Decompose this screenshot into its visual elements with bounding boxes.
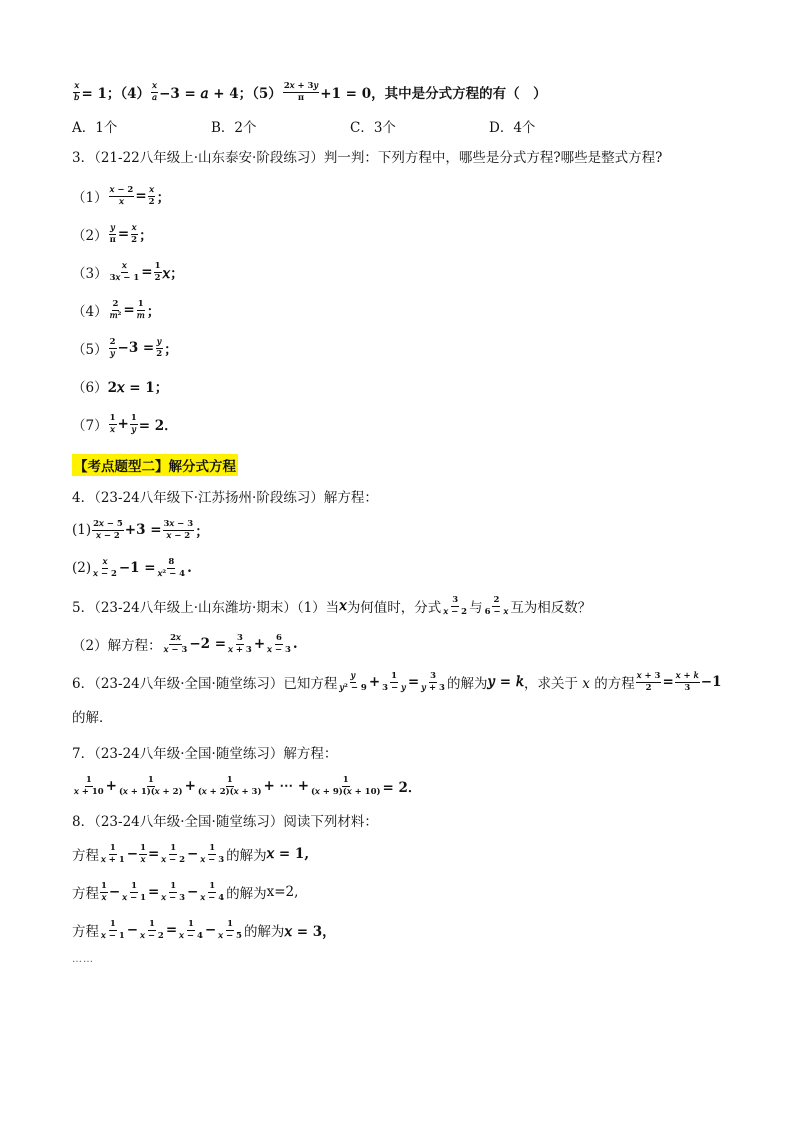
q3-stem: 3．（21-22八年级上·山东泰安·阶段练习）判一判：下列方程中，哪些是分式方程?哪些是整式方程? <box>72 150 663 166</box>
fraction: $\frac{1}{\text{𝑥 − 1}}$ <box>101 918 125 941</box>
choice-a: A．1个 <box>72 120 118 136</box>
q3-item-2: （2） $\frac{\text{𝑦}}{\pi}$ = $\frac{\text{𝑥}}{2}$ ； <box>72 222 153 245</box>
q2-equation-line <box>72 78 732 106</box>
fraction: $\frac{\text{𝑥 + 𝑘}}{3}$ <box>675 670 699 693</box>
fraction: $\frac{1}{\text{3 − 𝑦}}$ <box>382 670 406 693</box>
fraction: $\frac{\text{𝑥 − 2}}{\text{𝑥}}$ <box>109 184 134 207</box>
fraction: $\frac{\text{2𝑥 + 3𝑦}}{\pi}$ <box>283 80 319 103</box>
fraction: $\frac{1}{\text{𝑥 + 1}}$ <box>101 842 125 865</box>
fraction: $\frac{1}{\text{𝑦}}$ <box>130 412 137 435</box>
q3-item-5: （5） $\frac{2}{\text{𝑦}}$ −3 = $\frac{\text{𝑦}}{2}$ ； <box>72 336 178 359</box>
q5-stem: 5．（23-24八年级上·山东潍坊·期末）（1）当 𝑥 为何值时，分式 $\frac{3}{\text{𝑥 − 2}}$ 与 $\frac{2}{\text{6 − 𝑥}}$ 互为相反数？ <box>72 594 592 617</box>
fraction: $\frac{3}{\text{𝑥 − 2}}$ <box>443 594 468 617</box>
fraction: $\frac{8}{\text{𝑥² − 4}}$ <box>157 556 186 579</box>
fraction: $\frac{1}{\text{𝑚}}$ <box>136 298 145 321</box>
fraction: $\frac{1}{\text{𝑥 + 10}}$ <box>74 774 104 797</box>
fraction: $\frac{1}{\text{𝑥 − 4}}$ <box>200 880 225 903</box>
fraction: $\frac{1}{\text{𝑥 − 4}}$ <box>179 918 203 941</box>
fraction: $\frac{1}{\text{𝑥}}$ <box>101 880 107 903</box>
q3-item-1: （1） $\frac{\text{𝑥 − 2}}{\text{𝑥}}$ = $\frac{\text{𝑥}}{2}$ ； <box>72 184 171 207</box>
fraction: $\frac{\text{3𝑥 − 3}}{\text{𝑥 − 2}}$ <box>163 518 194 541</box>
section-title: 【考点题型二】解分式方程 <box>72 454 238 476</box>
q4-stem: 4．（23-24八年级下·江苏扬州·阶段练习）解方程： <box>72 490 378 506</box>
fraction: $\frac{1}{\text{𝑥 − 1}}$ <box>122 880 146 903</box>
fraction: $\frac{6}{\text{𝑥 − 3}}$ <box>267 632 291 655</box>
fraction: $\frac{\text{𝑦}}{\pi}$ <box>109 222 116 245</box>
q8-material-2: 方程 $\frac{1}{\text{𝑥}}$ − $\frac{1}{\text{𝑥 − 1}}$ = $\frac{1}{\text{𝑥 − 3}}$ − $\frac{1}{\text{𝑥 − 4}}$ 的解为 x=2, <box>72 880 299 903</box>
fraction: $\frac{2}{\text{𝑦}}$ <box>109 336 116 359</box>
choice-d: D．4个 <box>489 120 536 136</box>
fraction: $\frac{3}{\text{𝑦 + 3}}$ <box>421 670 445 693</box>
q8-stem: 8．（23-24八年级·全国·随堂练习）阅读下列材料： <box>72 814 378 830</box>
q3-item-3: （3） $\frac{\text{𝑥}}{\text{3𝑥 − 1}}$ = $\frac{1}{2}$ 𝑥； <box>72 260 184 283</box>
q3-item-7: （7） $\frac{1}{\text{𝑥}}$ + $\frac{1}{\text{𝑦}}$ = 2． <box>72 412 178 435</box>
q2-text: −3 = 𝑎 + 4；（5） <box>159 86 282 102</box>
q4-part-2: (2) $\frac{\text{𝑥}}{\text{𝑥 − 2}}$ −1 = $\frac{8}{\text{𝑥² − 4}}$ . <box>72 556 192 579</box>
q2-choices <box>72 116 732 136</box>
worksheet-page <box>72 78 732 965</box>
fraction: $\frac{\text{2𝑥 − 5}}{\text{𝑥 − 2}}$ <box>93 518 123 541</box>
fraction: $\frac{1}{\text{𝑥}}$ <box>140 842 146 865</box>
fraction: $\frac{1}{\text{𝑥 − 3}}$ <box>161 880 186 903</box>
fraction: $\frac{1}{\text{𝑥 − 2}}$ <box>161 842 186 865</box>
fraction: $\frac{\text{𝑥}}{\text{𝑏}}$ <box>74 80 80 103</box>
fraction: $\frac{\text{𝑦}}{\text{𝑦² − 9}}$ <box>339 670 367 693</box>
q6-line-2: 的解． <box>72 710 113 726</box>
q5-part-2: （2）解方程： $\frac{\text{2𝑥}}{\text{𝑥 − 3}}$ −2 = $\frac{3}{\text{𝑥 + 3}}$ + $\frac{6}{\text{𝑥 − 3}}$ . <box>72 632 298 655</box>
q8-material-1: 方程 $\frac{1}{\text{𝑥 + 1}}$ − $\frac{1}{\text{𝑥}}$ = $\frac{1}{\text{𝑥 − 2}}$ − $\frac{1}{\text{𝑥 − 3}}$ 的解为 𝑥 = 1, <box>72 842 310 865</box>
section-heading <box>72 454 732 476</box>
q8-material-3: 方程 $\frac{1}{\text{𝑥 − 1}}$ − $\frac{1}{\text{𝑥 − 2}}$ = $\frac{1}{\text{𝑥 − 4}}$ − $\frac{1}{\text{𝑥 − 5}}$ 的解为 𝑥 = 3， <box>72 918 336 941</box>
fraction: $\frac{\text{𝑥}}{\text{𝑥 − 2}}$ <box>93 556 117 579</box>
fraction: $\frac{1}{\text{(𝑥 + 9)(𝑥 + 10)}}$ <box>311 774 381 797</box>
q8-ellipsis: …… <box>72 954 94 965</box>
q2-text: +1 = 0，其中是分式方程的有（ ） <box>320 86 547 102</box>
q7-equation: $\frac{1}{\text{𝑥 + 10}}$ + $\frac{1}{\text{(𝑥 + 1)(𝑥 + 2)}}$ + $\frac{1}{\text{(𝑥 + 2)(𝑥 + 3)}}$ + ⋯ + $\frac{1}{\text{(𝑥 + 9)(𝑥 + 10)}}$ = 2． <box>74 774 422 797</box>
fraction: $\frac{\text{2𝑥}}{\text{𝑥 − 3}}$ <box>163 632 188 655</box>
fraction: $\frac{\text{𝑥}}{2}$ <box>148 184 155 207</box>
fraction: $\frac{\text{𝑥}}{\text{3𝑥 − 1}}$ <box>109 260 140 283</box>
fraction: $\frac{\text{𝑦}}{2}$ <box>156 336 163 359</box>
fraction: $\frac{3}{\text{𝑥 + 3}}$ <box>228 632 252 655</box>
fraction: $\frac{1}{\text{𝑥 − 5}}$ <box>218 918 242 941</box>
fraction: $\frac{1}{\text{𝑥 − 2}}$ <box>140 918 164 941</box>
fraction: $\frac{2}{\text{𝑚²}}$ <box>109 298 122 321</box>
q6-stem: 6．（23-24八年级·全国·随堂练习）已知方程 $\frac{\text{𝑦}}{\text{𝑦² − 9}}$ + $\frac{1}{\text{3 − 𝑦}}$ = $\frac{3}{\text{𝑦 + 3}}$ 的解为 𝑦 = 𝑘 ，求关于 𝑥 的方程 $\frac{\text{𝑥 + 3}}{2}$ = $\frac{\text{𝑥 + 𝑘}}{3}$ −1 <box>72 670 722 693</box>
fraction: $\frac{1}{\text{(𝑥 + 1)(𝑥 + 2)}}$ <box>118 774 183 797</box>
q3-item-6: （6） 2𝑥 = 1； <box>72 380 169 396</box>
fraction: $\frac{\text{𝑥}}{2}$ <box>131 222 138 245</box>
fraction: $\frac{1}{\text{𝑥}}$ <box>109 412 116 435</box>
q7-stem: 7．（23-24八年级·全国·随堂练习）解方程： <box>72 746 338 762</box>
fraction: $\frac{1}{2}$ <box>154 260 161 283</box>
fraction: $\frac{\text{𝑥 + 3}}{2}$ <box>636 670 661 693</box>
fraction: $\frac{2}{\text{6 − 𝑥}}$ <box>484 594 509 617</box>
choice-c: C．3个 <box>350 120 396 136</box>
q4-part-1: (1) $\frac{\text{2𝑥 − 5}}{\text{𝑥 − 2}}$ +3 = $\frac{\text{3𝑥 − 3}}{\text{𝑥 − 2}}$ ； <box>72 518 209 541</box>
fraction: $\frac{1}{\text{(𝑥 + 2)(𝑥 + 3)}}$ <box>197 774 262 797</box>
q2-text: = 1；（4） <box>81 86 151 102</box>
fraction: $\frac{1}{\text{𝑥 − 3}}$ <box>200 842 225 865</box>
choice-b: B．2个 <box>211 120 257 136</box>
q3-item-4: （4） $\frac{2}{\text{𝑚²}}$ = $\frac{1}{\text{𝑚}}$ ； <box>72 298 161 321</box>
fraction: $\frac{\text{𝑥}}{\text{𝑎}}$ <box>152 80 158 103</box>
